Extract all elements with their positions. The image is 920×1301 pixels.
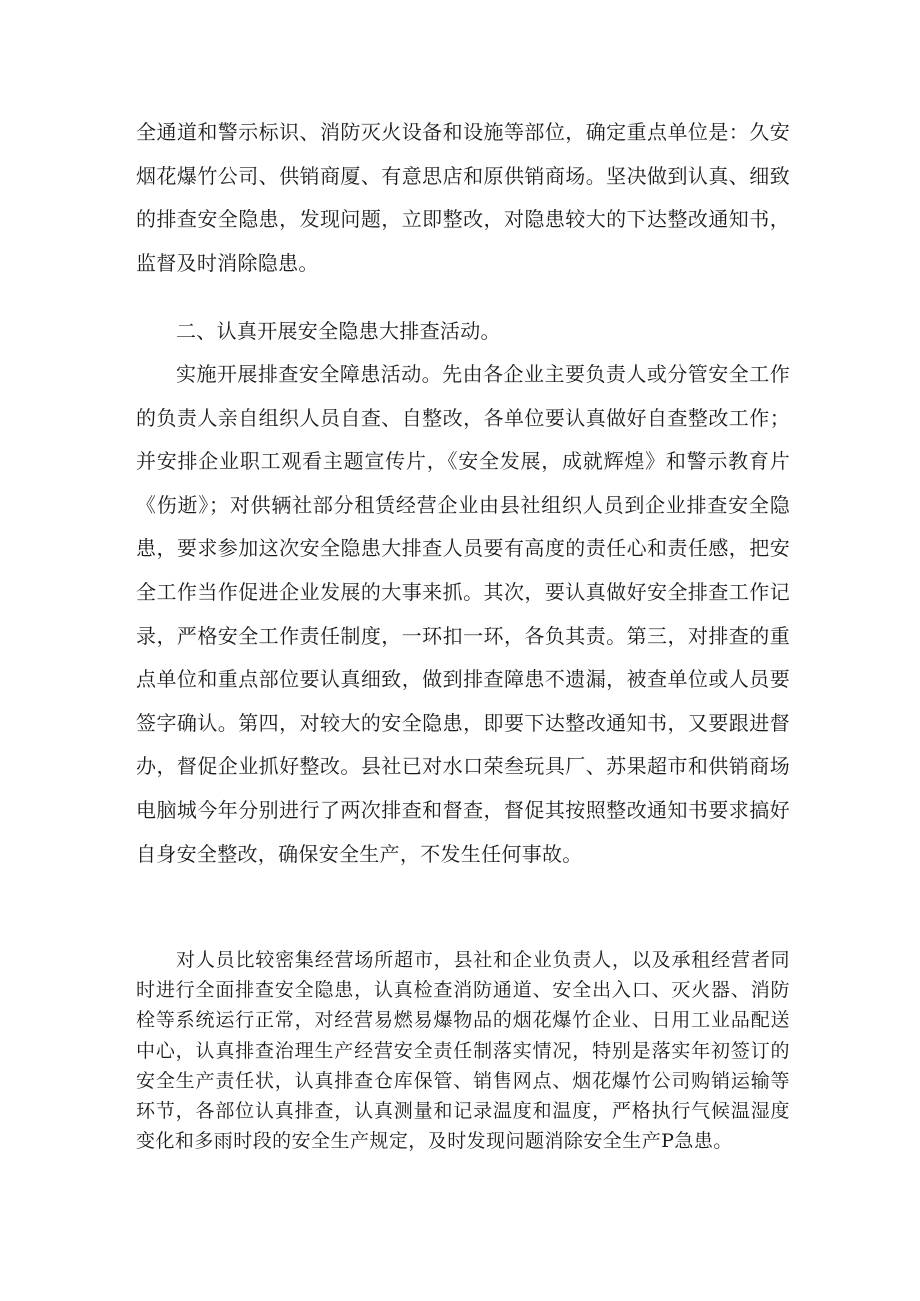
section-heading-two: 二、认真开展安全隐患大排查活动。 [176,319,501,343]
paragraph-inspection-activities: 实施开展排查安全障患活动。先由各企业主要负责人或分管安全工作的负责人亲自组织人员自查、自整改，各单位要认真做好自查整改工作；并安排企业职工观看主题宣传片，《安全发展，成就辉煌》和警示教育片《伤逝》；对供辆社部分租赁经营企业由县社组织人员到企业排查安全隐患，要求参加这次安全隐患大排查人员要有高度的责任心和责任感，把安全工作当作促进企业发展的大事来抓。其次，要认真做好安全排查工作记录，严格安全工作责任制度，一环扣一环，各负其责。第三，对排查的重点单位和重点部位要认真细致，做到排查障患不遗漏，被查单位或人员要签字确认。第四，对较大的安全隐患，即要下达整改通知书，又要跟进督办，督促企业抓好整改。县社已对水口荣叁玩具厂、苏果超市和供销商场电脑城今年分别进行了两次排查和督查，督促其按照整改通知书要求搞好自身安全整改，确保安全生产，不发生任何事故。 [136,362,790,866]
paragraph-continued-inspection-scope: 全通道和警示标识、消防灭火设备和设施等部位，确定重点单位是：久安烟花爆竹公司、供销商厦、有意思店和原供销商场。坚决做到认真、细致的排查安全隐患，发现问题，立即整改，对隐患较大的下达整改通知书，监督及时消除隐患。 [136,120,790,275]
paragraph-crowded-venues: 对人员比较密集经营场所超市，县社和企业负责人，以及承租经营者同时进行全面排查安全隐患，认真检查消防通道、安全出入口、灭火器、消防栓等系统运行正常，对经营易燃易爆物品的烟花爆竹企业、日用工业品配送中心，认真排查治理生产经营安全责任制落实情况，特别是落实年初签订的安全生产责任状，认真排查仓库保管、销售网点、烟花爆竹公司购销运输等环节，各部位认真排查，认真测量和记录温度和温度，严格执行气候温湿度变化和多雨时段的安全生产规定，及时发现问题消除安全生产P急患。 [136,949,790,1153]
